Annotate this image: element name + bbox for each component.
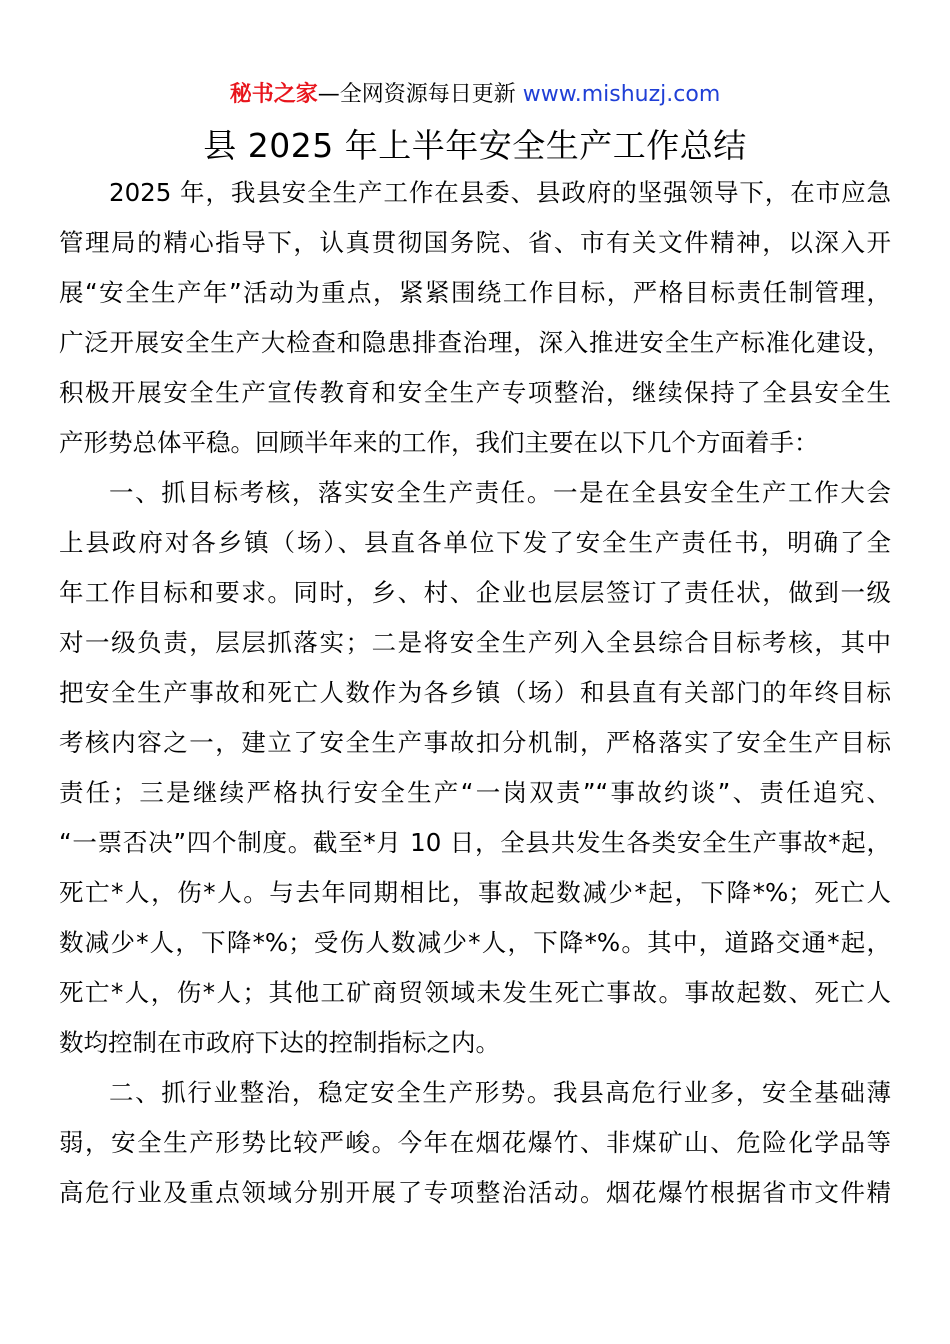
text-line: 死亡*人，伤*人；其他工矿商贸领域未发生死亡事故。事故起数、死亡人 xyxy=(59,978,891,1007)
text-line: 数减少*人，下降*%；受伤人数减少*人，下降*%。其中，道路交通*起， xyxy=(59,928,891,957)
text-line: 产形势总体平稳。回顾半年来的工作，我们主要在以下几个方面着手： xyxy=(59,428,819,457)
text-line: 考核内容之一，建立了安全生产事故扣分机制，严格落实了安全生产目标 xyxy=(59,728,891,757)
text-line: 责任；三是继续严格执行安全生产“一岗双责”“事故约谈”、责任追究、 xyxy=(59,778,891,807)
text-line: 对一级负责，层层抓落实；二是将安全生产列入全县综合目标考核，其中 xyxy=(59,628,891,657)
text-line: 积极开展安全生产宣传教育和安全生产专项整治，继续保持了全县安全生 xyxy=(59,378,891,407)
text-line: 管理局的精心指导下，认真贯彻国务院、省、市有关文件精神，以深入开 xyxy=(59,228,891,257)
text-line: 上县政府对各乡镇（场）、县直各单位下发了安全生产责任书，明确了全 xyxy=(59,528,891,557)
text-line: 年工作目标和要求。同时，乡、村、企业也层层签订了责任状，做到一级 xyxy=(59,578,891,607)
text-line: 死亡*人，伤*人。与去年同期相比，事故起数减少*起，下降*%；死亡人 xyxy=(59,878,891,907)
text-line: 二、抓行业整治，稳定安全生产形势。我县高危行业多，安全基础薄 xyxy=(109,1078,891,1107)
document-title: 县 2025 年上半年安全生产工作总结 xyxy=(203,126,747,165)
brand-name: 秘书之家 xyxy=(229,82,318,107)
text-line: 弱，安全生产形势比较严峻。今年在烟花爆竹、非煤矿山、危险化学品等 xyxy=(59,1128,891,1157)
site-header xyxy=(0,78,950,112)
text-line: 一、抓目标考核，落实安全生产责任。一是在全县安全生产工作大会 xyxy=(109,478,891,507)
text-line: 数均控制在市政府下达的控制指标之内。 xyxy=(59,1028,500,1057)
text-line: 展“安全生产年”活动为重点，紧紧围绕工作目标，严格目标责任制管理， xyxy=(59,278,891,307)
site-tagline: —全网资源每日更新 xyxy=(317,82,523,107)
text-line: 2025 年，我县安全生产工作在县委、县政府的坚强领导下，在市应急 xyxy=(109,178,891,207)
paragraph-section-1 xyxy=(59,468,891,1068)
paragraph-section-2 xyxy=(59,1068,891,1218)
site-url-link[interactable]: www.mishuzj.com xyxy=(522,82,721,107)
text-line: 广泛开展安全生产大检查和隐患排查治理，深入推进安全生产标准化建设， xyxy=(59,328,891,357)
text-line: “一票否决”四个制度。截至*月 10 日，全县共发生各类安全生产事故*起， xyxy=(59,828,891,857)
paragraph-intro xyxy=(59,168,891,468)
document-body xyxy=(59,168,891,1218)
text-line: 高危行业及重点领域分别开展了专项整治活动。烟花爆竹根据省市文件精 xyxy=(59,1178,891,1207)
text-line: 把安全生产事故和死亡人数作为各乡镇（场）和县直有关部门的年终目标 xyxy=(59,678,891,707)
